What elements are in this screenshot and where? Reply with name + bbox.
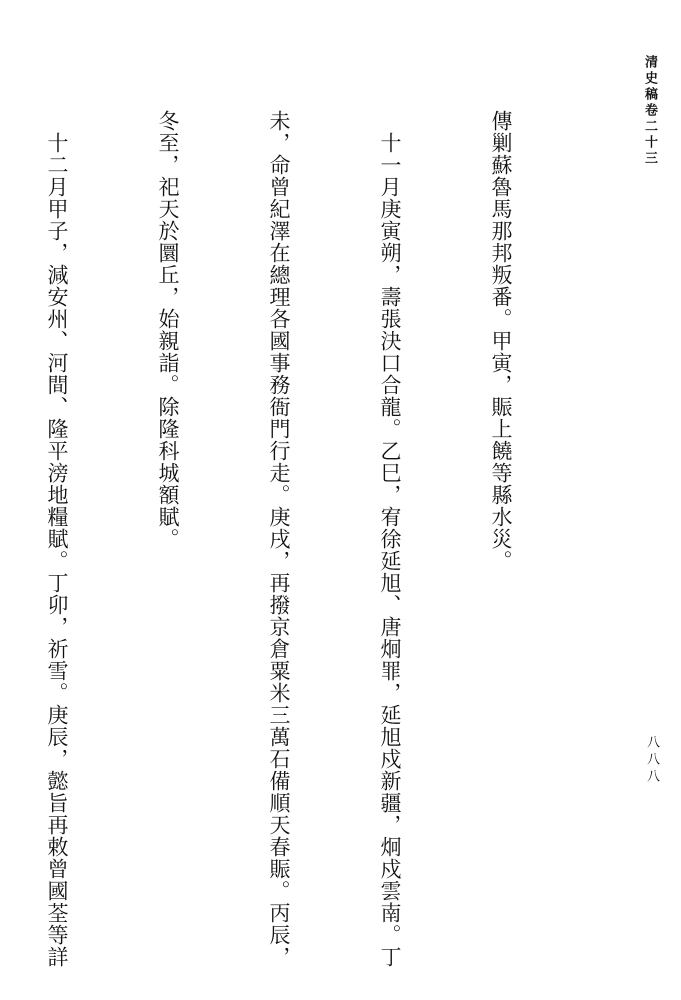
page-number: 八八八	[644, 735, 659, 786]
running-title: 清史稿卷二十三	[642, 55, 657, 167]
text-column: 冬至，祀天於圜丘，始親詣。除隆科城額賦。	[156, 110, 180, 550]
text-column: 十二月甲子，減安州、河間、隆平滂地糧賦。丁卯，祈雪。庚辰，懿旨再敕曾國荃等詳	[45, 132, 69, 968]
main-text-block	[0, 110, 593, 980]
text-column: 十一月庚寅朔，壽張決口合龍。乙巳，宥徐延旭、唐炯罪，延旭戍新疆，炯戍雲南。丁	[378, 132, 402, 968]
text-column: 傳剿蘇魯馬那邦叛番。甲寅，賑上饒等縣水災。	[489, 110, 513, 572]
text-column: 未，命曾紀澤在總理各國事務衙門行走。庚戌，再撥京倉粟米三萬石備順天春賑。丙辰，	[267, 110, 291, 968]
